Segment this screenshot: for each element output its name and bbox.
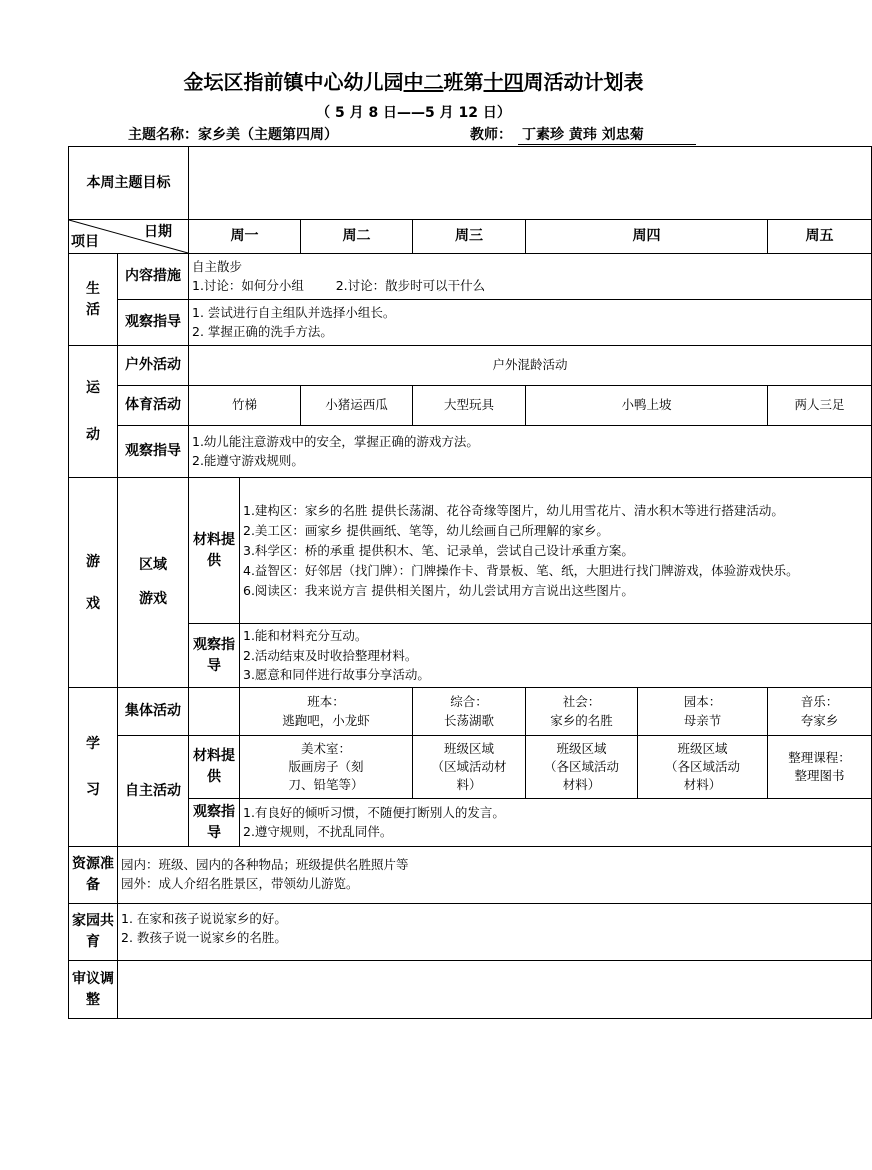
resource-row bbox=[69, 847, 872, 904]
group-item-tuesday-type: 综合： bbox=[450, 693, 488, 709]
sport-observe-line-1: 1.幼儿能注意游戏中的安全，掌握正确的游戏方法。 bbox=[192, 433, 479, 449]
game-material-line-1: 1.建构区：家乡的名胜 提供长荡湖、花谷奇缘等图片，幼儿用雪花片、清水积木等进行搭建活动。 bbox=[243, 502, 784, 518]
header-date-label: 日期 bbox=[144, 224, 172, 240]
page-title bbox=[0, 66, 827, 95]
material-item-thursday-2: （各区域活动 bbox=[664, 758, 740, 774]
game-material-row bbox=[69, 478, 872, 624]
group-item-tuesday bbox=[413, 688, 526, 736]
theme-name: 主题名称：家乡美（主题第四周） bbox=[128, 127, 338, 143]
day-monday: 周一 bbox=[189, 220, 301, 254]
material-item-wednesday-3: 材料） bbox=[562, 777, 601, 793]
pe-item-tuesday: 小猪运西瓜 bbox=[301, 386, 413, 426]
review-label: 审议调整 bbox=[69, 961, 118, 1019]
life-observe-line-1: 1. 尝试进行自主组队并选择小组长。 bbox=[192, 304, 396, 320]
pe-item-thursday: 小鸭上坡 bbox=[526, 386, 768, 426]
life-label-1: 生 bbox=[86, 280, 100, 297]
material-item-monday-1: 美术室： bbox=[300, 740, 351, 756]
study-label-2: 习 bbox=[86, 782, 100, 798]
home-row bbox=[69, 904, 872, 961]
pe-item-friday: 两人三足 bbox=[768, 386, 872, 426]
game-material-line-5: 6.阅读区：我来说方言 提供相关图片，幼儿尝试用方言说出这些图片。 bbox=[243, 582, 634, 598]
life-observe-label: 观察指导 bbox=[118, 300, 189, 346]
game-label-2: 戏 bbox=[86, 595, 100, 612]
material-item-wednesday bbox=[526, 736, 638, 799]
day-tuesday: 周二 bbox=[301, 220, 413, 254]
material-item-wednesday-2: （各区域活动 bbox=[543, 758, 619, 774]
home-line-2: 2. 教孩子说一说家乡的名胜。 bbox=[121, 929, 287, 945]
life-label-2: 活 bbox=[86, 301, 100, 318]
life-section-label bbox=[69, 254, 118, 346]
life-content-label: 内容措施 bbox=[118, 254, 189, 300]
study-observe bbox=[240, 799, 872, 847]
header-diagonal-cell bbox=[69, 220, 189, 254]
header-row bbox=[69, 220, 872, 254]
group-item-monday-type: 班本： bbox=[307, 693, 345, 709]
study-observe-row bbox=[69, 799, 872, 847]
study-observe-label: 观察指导 bbox=[189, 799, 240, 847]
resource-content bbox=[118, 847, 872, 904]
game-observe-label: 观察指导 bbox=[189, 624, 240, 688]
material-item-monday-3: 刀、铅笔等） bbox=[288, 777, 364, 793]
life-content bbox=[189, 254, 872, 300]
study-observe-line-1: 1.有良好的倾听习惯，不随便打断别人的发言。 bbox=[243, 804, 505, 820]
teacher-names: 丁素珍 黄玮 刘忠菊 bbox=[518, 124, 696, 145]
sport-outdoor-label: 户外活动 bbox=[118, 346, 189, 386]
teacher-line bbox=[470, 124, 696, 145]
day-wednesday: 周三 bbox=[413, 220, 526, 254]
group-item-thursday-type: 园本： bbox=[683, 693, 722, 709]
game-section-label bbox=[69, 478, 118, 688]
study-group-label: 集体活动 bbox=[118, 688, 189, 736]
sport-label-1: 运 bbox=[86, 380, 100, 397]
game-observe-row bbox=[69, 624, 872, 688]
teacher-label: 教师： bbox=[470, 127, 512, 143]
day-friday: 周五 bbox=[768, 220, 872, 254]
home-label: 家园共育 bbox=[69, 904, 118, 961]
material-item-thursday-3: 材料） bbox=[683, 777, 722, 793]
weekly-goal-row bbox=[69, 147, 872, 220]
home-content bbox=[118, 904, 872, 961]
life-content-line-2: 1.讨论：如何分小组 2.讨论：散步时可以干什么 bbox=[192, 277, 486, 293]
game-area-label-1: 区域 bbox=[139, 556, 167, 573]
home-line-1: 1. 在家和孩子说说家乡的好。 bbox=[121, 911, 287, 926]
study-label-1: 学 bbox=[86, 735, 100, 752]
pe-item-monday: 竹梯 bbox=[189, 386, 301, 426]
group-item-thursday bbox=[638, 688, 768, 736]
sport-observe bbox=[189, 426, 872, 478]
game-label-1: 游 bbox=[86, 553, 100, 570]
material-item-tuesday-2: （区域活动材 bbox=[431, 758, 507, 774]
sport-label-2: 动 bbox=[86, 426, 100, 443]
game-material bbox=[240, 478, 872, 624]
resource-label: 资源准备 bbox=[69, 847, 118, 904]
group-item-thursday-title: 母亲节 bbox=[683, 712, 722, 728]
life-content-row bbox=[69, 254, 872, 300]
material-item-tuesday-1: 班级区域 bbox=[443, 740, 494, 756]
game-material-line-4: 4.益智区：好邻居（找门牌）：门牌操作卡、背景板、笔、纸，大胆进行找门牌游戏，体验游戏快乐。 bbox=[243, 562, 799, 578]
resource-line-1: 园内：班级、园内的各种物品；班级提供名胜照片等 bbox=[121, 857, 409, 873]
group-item-wednesday bbox=[526, 688, 638, 736]
sport-outdoor-row bbox=[69, 346, 872, 386]
weekly-goal-label: 本周主题目标 bbox=[69, 147, 189, 220]
game-material-line-3: 3.科学区：桥的承重 提供积木、笔、记录单，尝试自己设计承重方案。 bbox=[243, 542, 634, 558]
game-material-label: 材料提供 bbox=[189, 478, 240, 624]
group-item-wednesday-type: 社会： bbox=[562, 693, 601, 709]
group-item-friday-title: 夸家乡 bbox=[800, 712, 839, 728]
study-material-row bbox=[69, 736, 872, 799]
material-item-wednesday-1: 班级区域 bbox=[556, 740, 607, 756]
sport-observe-line-2: 2.能遵守游戏规则。 bbox=[192, 452, 304, 468]
game-area-label-2: 游戏 bbox=[139, 590, 167, 607]
group-item-tuesday-title: 长荡湖歌 bbox=[443, 712, 494, 728]
material-item-friday-2: 整理图书 bbox=[794, 768, 845, 783]
material-item-thursday bbox=[638, 736, 768, 799]
material-item-thursday-1: 班级区域 bbox=[677, 740, 728, 756]
study-material-label: 材料提供 bbox=[189, 736, 240, 799]
group-item-monday-title: 逃跑吧，小龙虾 bbox=[282, 712, 370, 728]
group-item-monday bbox=[240, 688, 413, 736]
game-observe bbox=[240, 624, 872, 688]
group-item-wednesday-title: 家乡的名胜 bbox=[550, 712, 613, 728]
material-item-friday bbox=[768, 736, 872, 799]
weekly-goal-content[interactable] bbox=[189, 147, 872, 220]
review-content[interactable] bbox=[118, 961, 872, 1019]
header-item-label: 项目 bbox=[71, 234, 99, 250]
sport-observe-label: 观察指导 bbox=[118, 426, 189, 478]
life-observe bbox=[189, 300, 872, 346]
game-observe-line-1: 1.能和材料充分互动。 bbox=[243, 628, 368, 644]
game-observe-line-2: 2.活动结束及时收拾整理材料。 bbox=[243, 647, 418, 663]
resource-line-2: 园外：成人介绍名胜景区，带领幼儿游览。 bbox=[121, 876, 359, 891]
sport-pe-label: 体育活动 bbox=[118, 386, 189, 426]
material-item-friday-1: 整理课程： bbox=[788, 749, 851, 765]
week-number: 十四 bbox=[483, 70, 524, 94]
study-group-spacer bbox=[189, 688, 240, 736]
study-section-label bbox=[69, 688, 118, 847]
day-thursday: 周四 bbox=[526, 220, 768, 254]
title-suffix: 周活动计划表 bbox=[523, 70, 644, 94]
material-item-monday-2: 版画房子（刻 bbox=[288, 758, 364, 774]
school-name: 金坛区指前镇中心幼儿园 bbox=[183, 70, 404, 94]
class-name: 中二 bbox=[403, 70, 444, 94]
sport-section-label bbox=[69, 346, 118, 478]
group-item-friday bbox=[768, 688, 872, 736]
sport-pe-row bbox=[69, 386, 872, 426]
game-material-line-2: 2.美工区：画家乡 提供画纸、笔等，幼儿绘画自己所理解的家乡。 bbox=[243, 522, 609, 538]
title-middle: 班第 bbox=[443, 70, 484, 94]
pe-item-wednesday: 大型玩具 bbox=[413, 386, 526, 426]
sport-observe-row bbox=[69, 426, 872, 478]
review-row bbox=[69, 961, 872, 1019]
study-group-row bbox=[69, 688, 872, 736]
material-item-tuesday bbox=[413, 736, 526, 799]
group-item-friday-type: 音乐： bbox=[800, 693, 839, 709]
game-observe-line-3: 3.愿意和同伴进行故事分享活动。 bbox=[243, 667, 430, 683]
material-item-monday bbox=[240, 736, 413, 799]
study-observe-line-2: 2.遵守规则，不扰乱同伴。 bbox=[243, 823, 393, 839]
game-area-label bbox=[118, 478, 189, 688]
plan-table-main bbox=[68, 146, 872, 1019]
life-observe-row bbox=[69, 300, 872, 346]
sport-outdoor-content: 户外混龄活动 bbox=[189, 346, 872, 386]
life-observe-line-2: 2. 掌握正确的洗手方法。 bbox=[192, 323, 333, 339]
life-content-line-1: 自主散步 bbox=[192, 258, 243, 274]
material-item-tuesday-3: 料） bbox=[456, 777, 482, 793]
study-self-label: 自主活动 bbox=[118, 736, 189, 847]
date-range: （ 5 月 8 日——5 月 12 日） bbox=[316, 105, 511, 121]
